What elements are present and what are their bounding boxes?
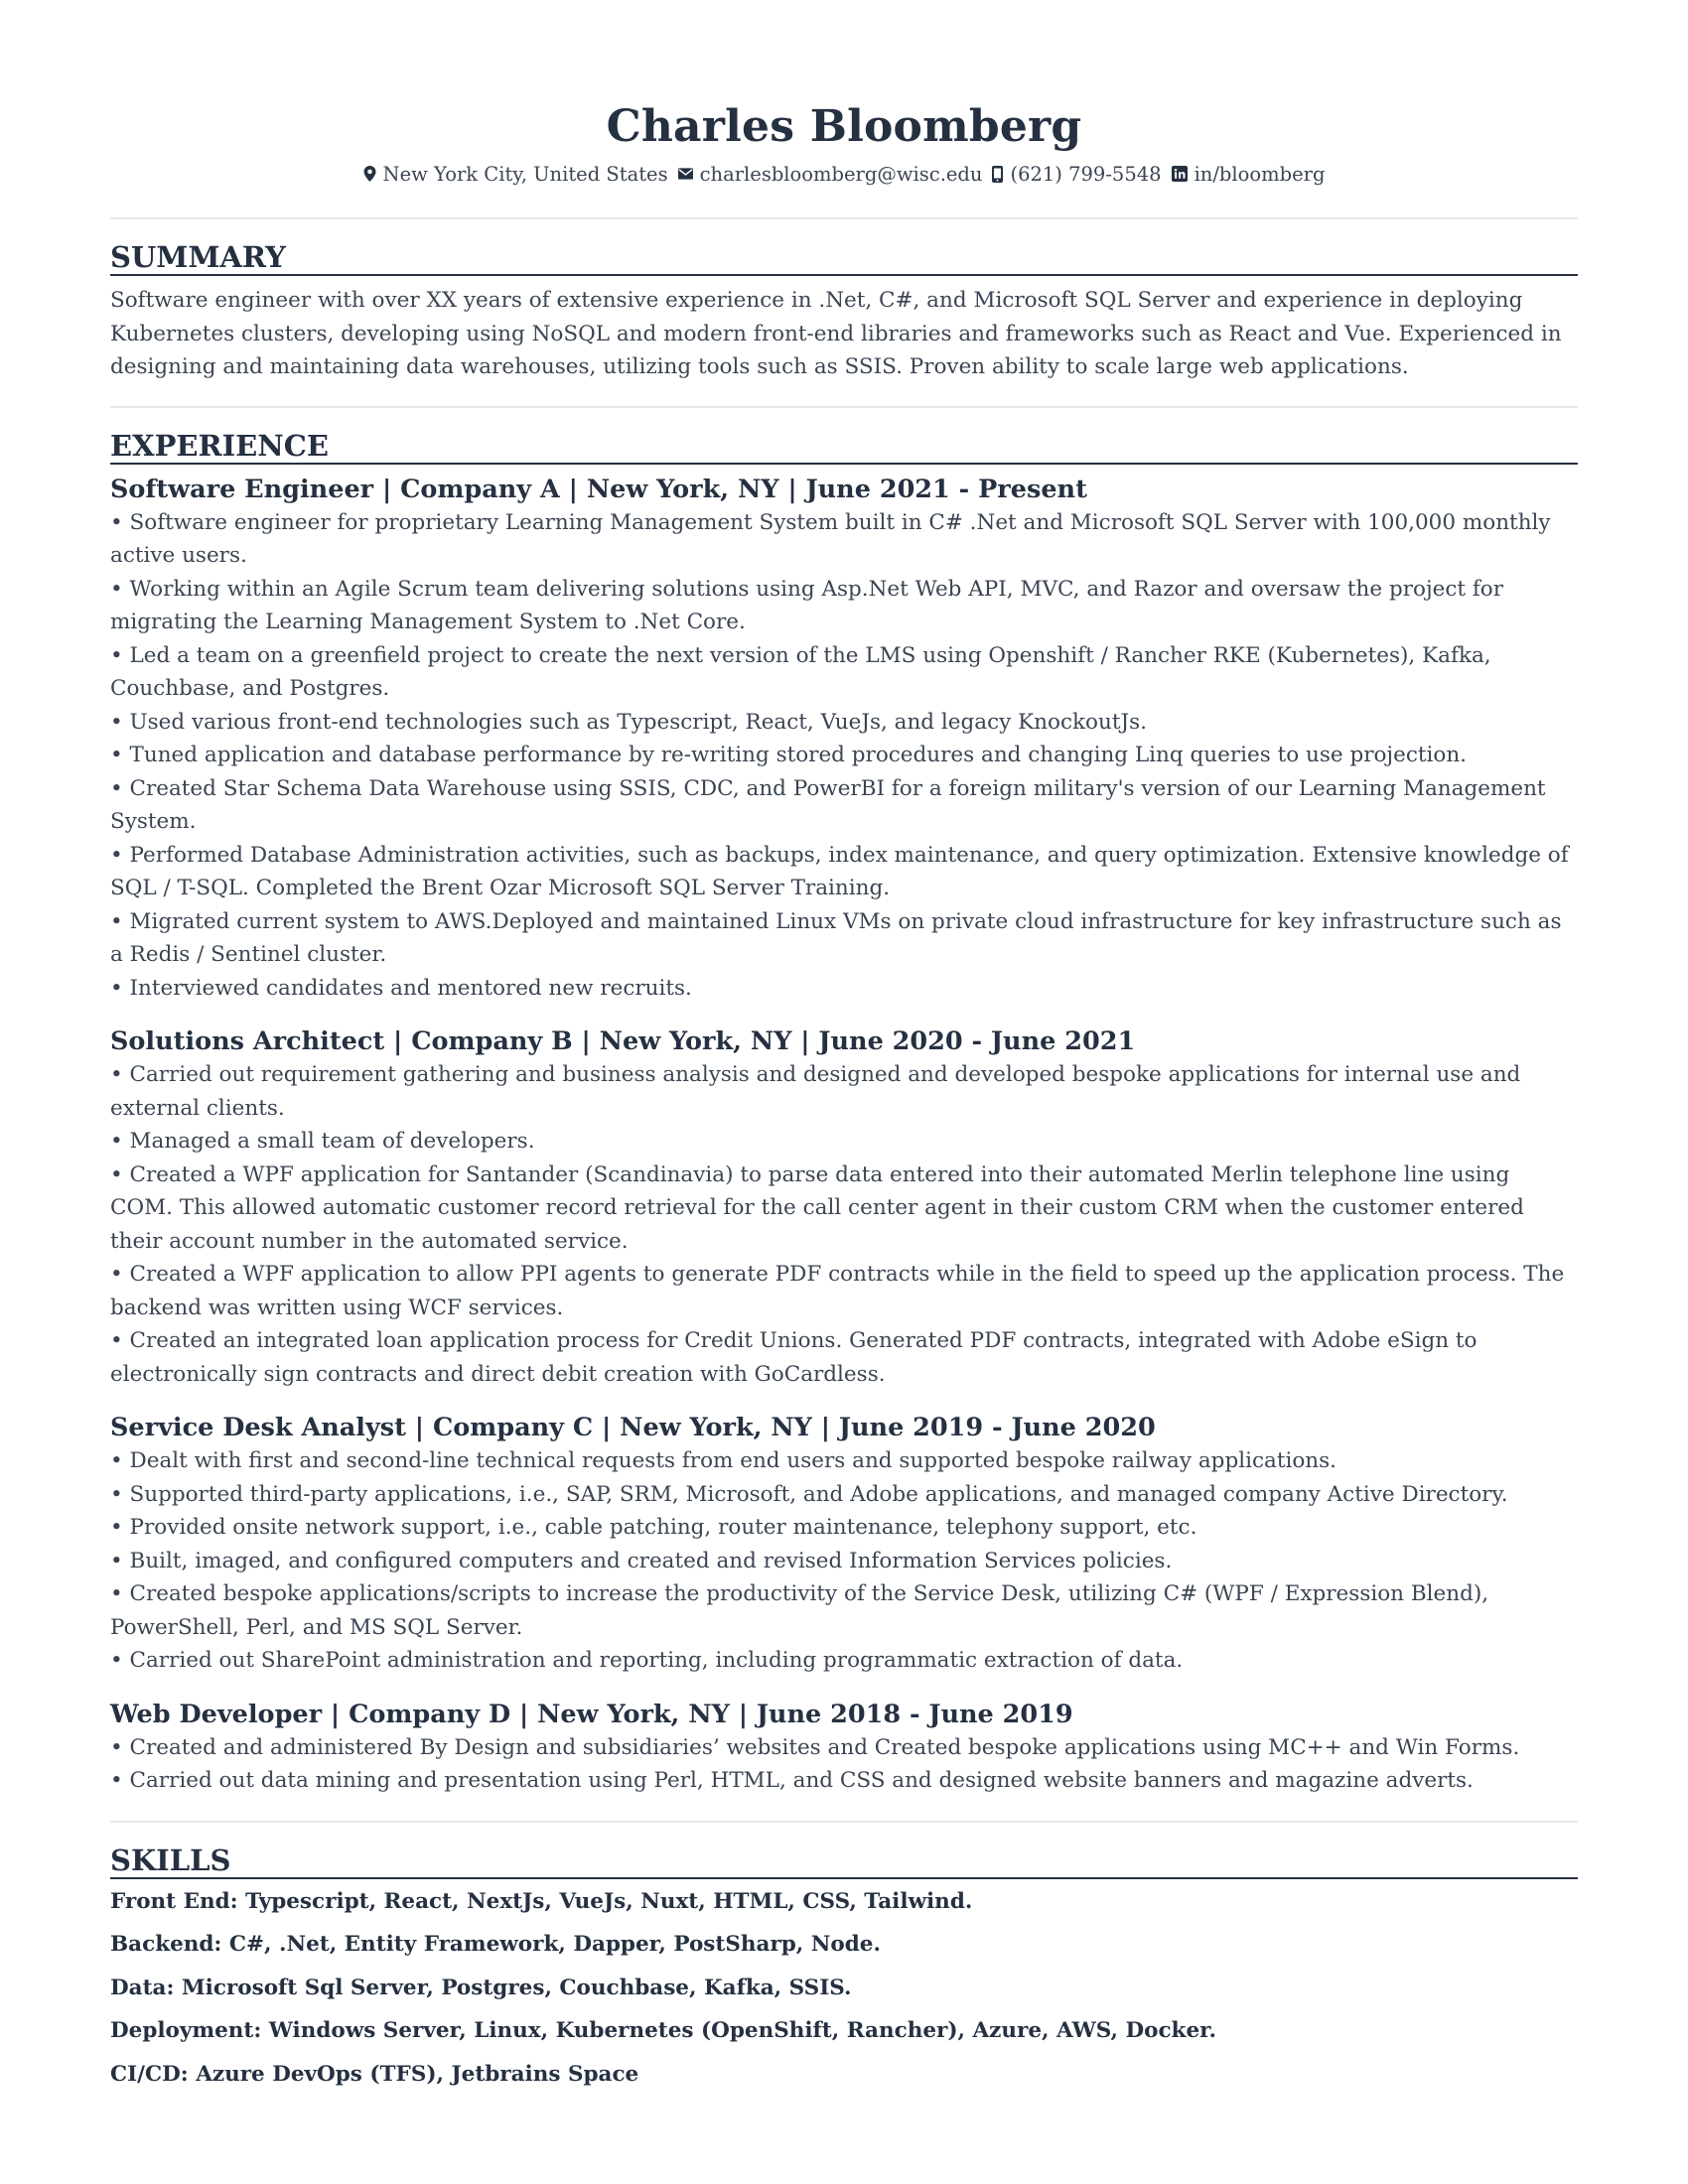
job-entry bbox=[110, 1698, 1578, 1798]
list-item: • Used various front-end technologies such as Typescript, React, VueJs, and legacy KnockoutJs. bbox=[110, 709, 1147, 735]
list-item: • Provided onsite network support, i.e., cable patching, router maintenance, telephony support, etc. bbox=[110, 1515, 1197, 1540]
contact-bar bbox=[110, 159, 1578, 189]
linkedin-text: in/bloomberg bbox=[1194, 162, 1326, 186]
list-item: • Created a WPF application for Santander (Scandinavia) to parse data entered into their automated Merlin telephone line using COM. This allowed automatic customer record retrieval for the call center agent in their custom CRM when the customer entered their account number in the automated service. bbox=[110, 1161, 1524, 1254]
skills-section bbox=[110, 1843, 1578, 2092]
list-item: • Carried out data mining and presentation using Perl, HTML, and CSS and designed website banners and magazine adverts. bbox=[110, 1768, 1474, 1793]
list-item: • Carried out SharePoint administration and reporting, including programmatic extraction of data. bbox=[110, 1648, 1184, 1673]
list-item: • Supported third-party applications, i.e., SAP, SRM, Microsoft, and Adobe applications, and managed company Active Directory. bbox=[110, 1481, 1508, 1507]
job-bullets bbox=[110, 506, 1578, 1006]
job-entry bbox=[110, 1411, 1578, 1678]
job-title: Service Desk Analyst | Company C | New York, NY | June 2019 - June 2020 bbox=[110, 1413, 1156, 1442]
list-item: • Created an integrated loan application process for Credit Unions. Generated PDF contracts, integrated with Adobe eSign to electronically sign contracts and direct debit creation with GoCardless. bbox=[110, 1328, 1477, 1387]
job-bullets bbox=[110, 1731, 1578, 1798]
skill-line: Data: Microsoft Sql Server, Postgres, Couchbase, Kafka, SSIS. bbox=[110, 1975, 852, 2000]
divider bbox=[110, 217, 1578, 219]
list-item: • Performed Database Administration activities, such as backups, index maintenance, and query optimization. Extensive knowledge of SQL / T-SQL. Completed the Brent Ozar Microsoft SQL Server Training. bbox=[110, 842, 1569, 900]
summary-text: Software engineer with over XX years of extensive experience in .Net, C#, and Microsoft SQL Server and experience in deploying Kubernetes clusters, developing using NoSQL and modern front-end libraries and frameworks such as React and Vue. Experienced in designing and maintaining data warehouses, utilizing tools such as SSIS. Proven ability to scale large web applications. bbox=[110, 288, 1562, 379]
job-title: Web Developer | Company D | New York, NY | June 2018 - June 2019 bbox=[110, 1699, 1073, 1729]
list-item: • Software engineer for proprietary Learning Management System built in C# .Net and Microsoft SQL Server with 100,000 monthly active users. bbox=[110, 509, 1551, 568]
location-pin-icon bbox=[363, 166, 376, 182]
divider bbox=[110, 406, 1578, 408]
list-item: • Dealt with first and second-line technical requests from end users and supported bespoke railway applications. bbox=[110, 1448, 1336, 1473]
divider bbox=[110, 1821, 1578, 1823]
list-item: • Built, imaged, and configured computers and created and revised Information Services policies. bbox=[110, 1548, 1173, 1573]
list-item: • Carried out requirement gathering and business analysis and designed and developed bespoke applications for internal use and external clients. bbox=[110, 1062, 1521, 1121]
list-item: • Led a team on a greenfield project to create the next version of the LMS using Openshift / Rancher RKE (Kubernetes), Kafka, Couchbase, and Postgres. bbox=[110, 642, 1491, 701]
summary-section bbox=[110, 240, 1578, 384]
skill-line: Deployment: Windows Server, Linux, Kubernetes (OpenShift, Rancher), Azure, AWS, Docker. bbox=[110, 2018, 1216, 2043]
candidate-name: Charles Bloomberg bbox=[606, 101, 1082, 152]
list-item: • Managed a small team of developers. bbox=[110, 1129, 535, 1154]
contact-email[interactable] bbox=[678, 163, 983, 186]
linkedin-icon bbox=[1172, 166, 1188, 182]
list-item: • Interviewed candidates and mentored new recruits. bbox=[110, 975, 692, 1001]
job-title: Software Engineer | Company A | New York, NY | June 2021 - Present bbox=[110, 474, 1087, 504]
list-item: • Tuned application and database performance by re-writing stored procedures and changing Linq queries to use projection. bbox=[110, 743, 1467, 767]
phone-icon bbox=[992, 166, 1003, 183]
job-bullets bbox=[110, 1058, 1578, 1391]
list-item: • Created and administered By Design and subsidiaries’ websites and Created bespoke applications using MC++ and Win Forms. bbox=[110, 1734, 1520, 1760]
phone-text: (621) 799-5548 bbox=[1010, 162, 1162, 186]
job-bullets bbox=[110, 1444, 1578, 1678]
list-item: • Working within an Agile Scrum team delivering solutions using Asp.Net Web API, MVC, and Razor and oversaw the project for migrating the Learning Management System to .Net Core. bbox=[110, 576, 1504, 634]
skills-heading: SKILLS bbox=[110, 1843, 1578, 1879]
location-text: New York City, United States bbox=[382, 162, 668, 186]
summary-heading: SUMMARY bbox=[110, 240, 1578, 276]
skill-line: Backend: C#, .Net, Entity Framework, Dapper, PostSharp, Node. bbox=[110, 1932, 881, 1957]
list-item: • Created bespoke applications/scripts to increase the productivity of the Service Desk, utilizing C# (WPF / Expression Blend), PowerShell, Perl, and MS SQL Server. bbox=[110, 1581, 1489, 1640]
job-entry bbox=[110, 1024, 1578, 1391]
list-item: • Created a WPF application to allow PPI agents to generate PDF contracts while in the field to speed up the application process. The backend was written using WCF services. bbox=[110, 1262, 1565, 1320]
list-item: • Migrated current system to AWS.Deployed and maintained Linux VMs on private cloud infrastructure for key infrastructure such as a Redis / Sentinel cluster. bbox=[110, 908, 1562, 967]
contact-phone[interactable] bbox=[992, 163, 1161, 186]
skill-line: Front End: Typescript, React, NextJs, VueJs, Nuxt, HTML, CSS, Tailwind. bbox=[110, 1888, 973, 1914]
email-text: charlesbloomberg@wisc.edu bbox=[699, 162, 983, 186]
job-title: Solutions Architect | Company B | New York, NY | June 2020 - June 2021 bbox=[110, 1026, 1136, 1056]
skill-line: CI/CD: Azure DevOps (TFS), Jetbrains Space bbox=[110, 2061, 639, 2087]
skills-list bbox=[110, 1885, 1578, 2092]
contact-linkedin[interactable] bbox=[1172, 163, 1326, 186]
experience-section bbox=[110, 429, 1578, 1798]
list-item: • Created Star Schema Data Warehouse using SSIS, CDC, and PowerBI for a foreign military's version of our Learning Management System. bbox=[110, 775, 1546, 834]
contact-location bbox=[363, 163, 668, 186]
envelope-icon bbox=[678, 168, 693, 180]
job-entry bbox=[110, 473, 1578, 1006]
experience-heading: EXPERIENCE bbox=[110, 429, 1578, 465]
